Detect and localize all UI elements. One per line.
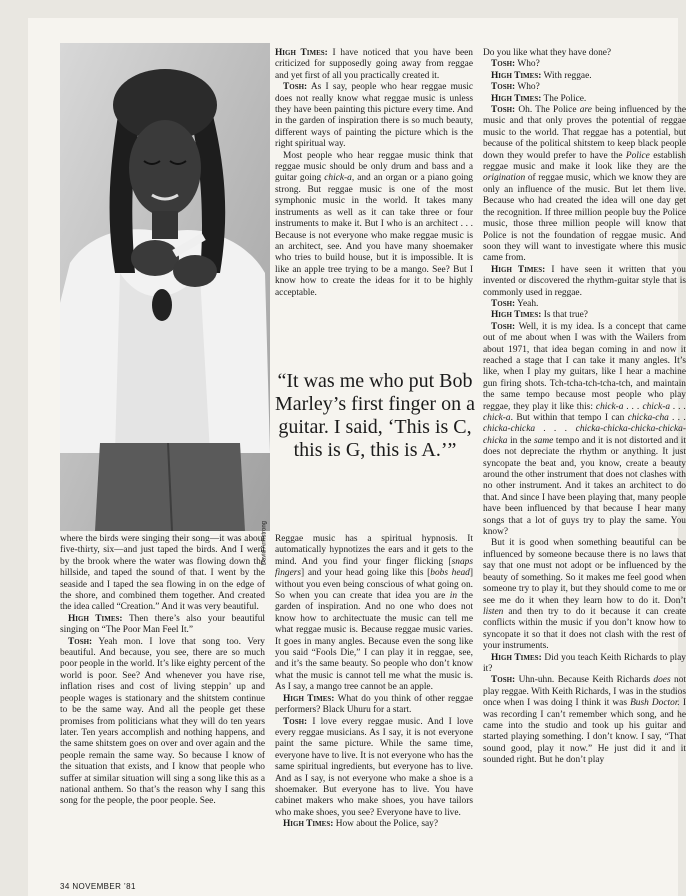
column-3 [483, 48, 686, 767]
speaker-label: Tosh: [491, 59, 516, 70]
paragraph [483, 48, 686, 59]
body-text: Who? [515, 59, 540, 70]
paragraph [483, 71, 686, 82]
paragraph [483, 310, 686, 321]
speaker-label: Tosh: [491, 82, 516, 93]
paragraph [483, 265, 686, 299]
paragraph [483, 653, 686, 676]
italic-text: Bush Doctor. [630, 698, 680, 709]
body-text: Is that true? [541, 310, 588, 321]
body-text: I have seen it written that you invented or discovered the rhythm-guitar style that is commonly used in reggae. [483, 264, 686, 298]
body-text: Did you teach Keith Richards to play it? [483, 652, 686, 674]
speaker-label: High Times: [491, 264, 546, 275]
body-text: and an organ or a piano going strong. But reggae music is one of the most symphonic music in the world. It takes many instruments as well as it can take three or four instruments to make it. But I who is an architect . . . Because is not everyone who make reggae music is an architect, see. And you have many shoemaker who tries to build house, but it is impossible. It is like an apple tree trying to be a mango. See? But I know how to create the ideas for it to be highly acceptable. [275, 173, 473, 298]
body-text: Well, it is my idea. Is a concept that came out of me about when I was with the Wailers from about 1971, that idea began coming in and now it reached a stage that I can take it many angles. It’s like, when I play my guitars, like I hear a machine gun firing shots. Tch-tcha-tch-tcha-tch, and maintain the same tempo because most people who play reggae, they play it like this: [483, 321, 686, 412]
speaker-label: Tosh: [491, 675, 516, 686]
body-text: tempo and it is not distorted and it does not depreciate the rhythm or anything. It just syncopate the beat and, you know, create a beauty around the other instrument that does not clashes with no other instrument. And it takes an architect to do that. And since I have been playing that, many people have been influenced by that because I hear many songs that a lot of guys try to play the same. You know? [483, 435, 686, 538]
speaker-label: High Times: [491, 652, 542, 663]
paragraph [483, 82, 686, 93]
body-text: What do you think of other reggae performers? Black Uhuru for a start. [275, 693, 473, 716]
body-text: But it is good when something beautiful can be influenced by someone because there is no laws that say that one must not adopt or be influenced by the beauty of something. So it makes me feel good when someone try to play it, but they should come to me or see me do it when they learn how to do it. Don’t [483, 538, 686, 606]
speaker-label: Tosh: [283, 716, 308, 727]
paragraph [483, 675, 686, 766]
body-text: and then try to do it because it can create conflicts within the music if you don’t know how to syncopate it so that it does not clash with the rest of your instruments. [483, 606, 686, 652]
body-text: As I say, people who hear reggae music does not really know what reggae music is unless they have been painting this picture every time. And in the garden of inspiration there is so much beauty, different ways of painting the picture which is the right spiritual way. [275, 82, 473, 150]
italic-text: in [449, 591, 458, 602]
italic-text: bobs head [430, 568, 470, 579]
paragraph [60, 534, 265, 614]
italic-text: listen [483, 606, 504, 617]
body-text: . But within that tempo I can [510, 413, 628, 423]
body-text: Do you like what they have done? [483, 48, 612, 58]
body-text: Uhn-uhn. Because Keith Richards [515, 675, 654, 686]
magazine-page [28, 18, 686, 896]
body-text: Reggae music has a spiritual hypnosis. It automatically hypnotizes the ears and it gets to the mind. And you find your finger flicking [ [275, 534, 473, 567]
body-text: where the birds were singing their song—it was about five-thirty, six—and just taped the birds. And I went by the brook where the water was flowing down the hillside, and taped the sound of that. I went by the seaside and I taped the sea flowing in on the edge of the shore, and combined them together. And created the idea called “Creation.” And it was very beautiful. [60, 534, 265, 613]
body-text: I have noticed that you have been criticized for supposedly going away from reggae and yet first of all you practically created it. [275, 48, 473, 81]
body-text: ] and your head going like this [ [301, 568, 431, 579]
musician-illustration [60, 43, 270, 531]
speaker-label: Tosh: [491, 298, 516, 309]
page-folio: 34 NOVEMBER ’81 [60, 882, 136, 891]
paragraph [275, 819, 473, 830]
body-text: Then there’s also your beautiful singing on “The Poor Man Feel It.” [60, 613, 265, 636]
body-text: The Police. [541, 93, 587, 104]
paragraph [275, 82, 473, 150]
musician-photo [60, 43, 270, 566]
body-text: of reggae music, which we know they are only an influence of the music. But let them live. Because who had created the idea will one day get the recognition. If three million people buy the Police music, those three million people will know that Police is not the foundation of reggae music. And soon they will want to investigate where this music came from. [483, 173, 686, 264]
paragraph [60, 637, 265, 808]
body-text: the garden of inspiration. And no one who does not know how to architectuate the music can tell me what reggae music is. Because reggae music varies. It goes in many angles. Because even the song like you said “Fools Die,” I can play it in reggae, see, and it’s the same beauty. So people who don’t know what the music is cannot tell me what the music is. As I say, a mango tree cannot be an apple. [275, 591, 473, 693]
pull-quote: “It was me who put Bob Marley’s first finger on a guitar. I said, ‘This is C, this is G, this is A.’” [275, 370, 475, 461]
column-2-bottom [275, 534, 473, 831]
speaker-label: Tosh: [491, 105, 516, 116]
speaker-label: High Times: [283, 693, 335, 704]
italic-text: origination [483, 173, 526, 184]
speaker-label: Tosh: [283, 82, 308, 93]
paragraph [483, 94, 686, 105]
body-text: being influenced by the music and that only proves the potential of reggae music to the world. That reggae has a potential, but because of the political shitstem to keep black people down they would prefer to have the [483, 105, 686, 161]
paragraph [483, 59, 686, 70]
speaker-label: Tosh: [68, 636, 93, 647]
speaker-label: High Times: [283, 819, 334, 830]
body-text: I love every reggae music. And I love every reggae musicians. As I say, it is not everyone paint the same picture. While the same time, everyone have to live. It is not everyone who has the same spiritual ingredients, but everyone has to live. And as I say, is not everyone who make a shoe is a shoemaker. But everyone has to live. You have cabinet makers who make shoes, you have tailors who make shoes, you see? Everyone have to live. [275, 716, 473, 818]
speaker-label: High Times: [491, 93, 542, 104]
paragraph [60, 614, 265, 637]
speaker-label: High Times: [275, 48, 328, 58]
speaker-label: Tosh: [491, 321, 516, 332]
italic-text: are [579, 105, 592, 116]
italic-text: Police [625, 150, 650, 161]
italic-text: snaps fingers [275, 556, 473, 579]
paragraph [483, 299, 686, 310]
body-text: not play reggae. With Keith Richards, I was in the studios once when I was doing I think it was [483, 675, 686, 709]
speaker-label: High Times: [491, 70, 542, 81]
body-text: ] without you even being conscious of what going on. So when you can create that idea you are [275, 568, 473, 602]
body-text: establish reggae music and make it look like they are the [483, 150, 686, 173]
paragraph [275, 534, 473, 694]
column-2-top [275, 48, 473, 299]
body-text: With reggae. [541, 70, 592, 81]
paragraph [275, 151, 473, 299]
paragraph [483, 105, 686, 265]
body-text: I was recording I can’t remember which song, and he came into the studio and took up his guitar and started playing something. I don’t know. I say, “That sound good, play it now.” He just did it and it sounded right. But he don’t play [483, 698, 686, 766]
paragraph [275, 48, 473, 82]
body-text: Yeah. [515, 298, 539, 309]
body-text: Most people who hear reggae music think that reggae music should be only drum and bass and a guitar going [275, 150, 473, 184]
speaker-label: High Times: [491, 310, 542, 321]
italic-text: chick-a . . . chick-a . . . chick-a [483, 401, 686, 423]
column-1-bottom [60, 534, 265, 808]
paragraph [483, 322, 686, 539]
italic-text: same [534, 435, 554, 446]
paragraph [275, 694, 473, 717]
body-text: Yeah mon. I love that song too. Very beautiful. And because, you see, there are so much poor people in the world. It’s like eighty percent of the world is poor. See? And whenever you have rise, inflation rises and cost of living steppin’ up and people wages is stationary and the shitstem continue to be the same way. And all the people get these promises from politicians what they will do ten years later. Ten years accomplish and nothing happens, and the same shitstem goes on over and over again and the people remain the same way. So because I know of the situation that exists, and I know that people who suffer at similar situation will sing a song like this as a national anthem. So that’s the reason why I sang this song for the people, the poor people. See. [60, 636, 265, 807]
body-text: in the [507, 435, 534, 446]
paragraph [275, 717, 473, 820]
photo-credit: David Armstrong [261, 521, 267, 566]
body-text: How about the Police, say? [333, 819, 439, 830]
body-text: Oh. The Police [515, 105, 580, 116]
italic-text: chicka-cha . . . chicka-chicka . . . chicka-chicka-chicka-chicka-chicka [483, 413, 686, 446]
speaker-label: High Times: [68, 613, 123, 624]
italic-text: chick-a, [324, 173, 355, 184]
body-text: Who? [515, 82, 540, 93]
italic-text: does [653, 675, 671, 686]
paragraph [483, 538, 686, 652]
